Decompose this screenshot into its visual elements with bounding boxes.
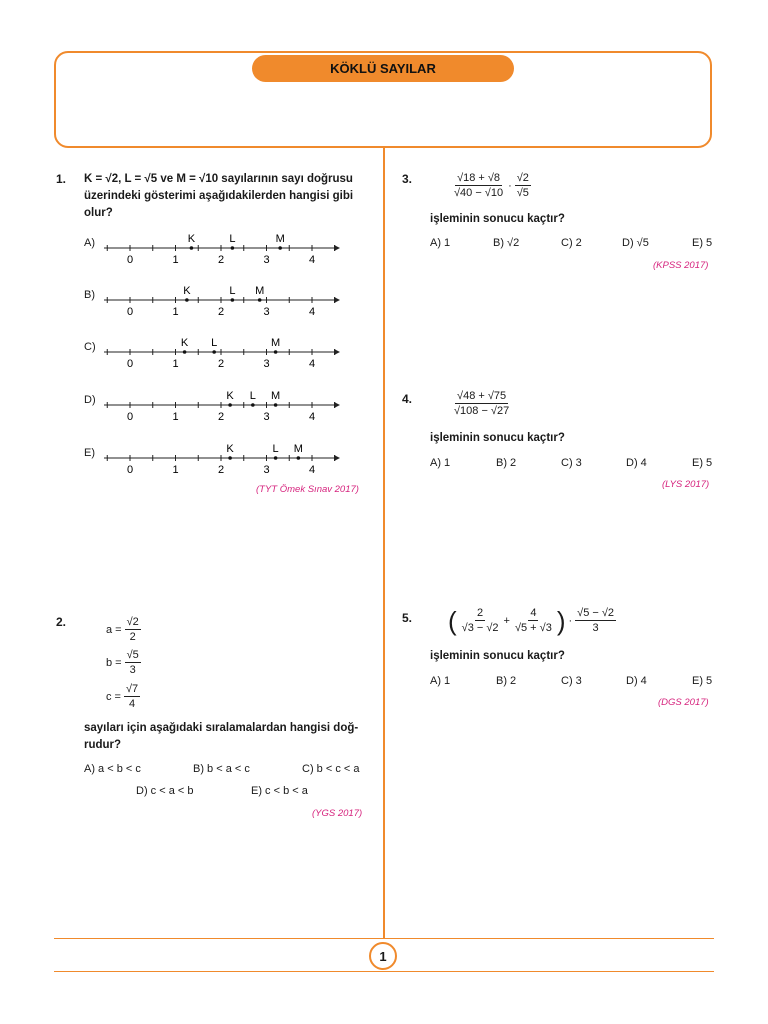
q2-c-den: 4	[129, 698, 136, 710]
number-line-tick-label: 4	[308, 254, 316, 266]
q2-number: 2.	[56, 615, 67, 629]
q3-main-fraction	[452, 172, 505, 199]
q4-question: işleminin sonucu kaçtır?	[430, 432, 565, 444]
q1-option-b-letter[interactable]: B)	[84, 289, 95, 301]
point-m-label: M	[255, 285, 265, 297]
footer-line-top	[54, 938, 714, 939]
number-line-tick-label: 1	[172, 306, 179, 318]
q4-option-b[interactable]: B) 2	[496, 457, 517, 469]
point-l-dot	[274, 456, 278, 460]
number-line-tick-label: 1	[172, 411, 179, 423]
point-l-label: L	[211, 337, 218, 349]
point-k-label: K	[226, 443, 234, 455]
point-l-label: L	[229, 233, 236, 245]
point-k-label: K	[187, 233, 196, 245]
q1-option-b-number-line	[0, 280, 768, 320]
q1-option-d-number-line	[0, 385, 768, 425]
q4-source: (LYS 2017)	[662, 479, 710, 490]
number-line-tick-label: 2	[217, 464, 225, 476]
q2-a-label: a =	[106, 623, 122, 636]
q5-dot: ·	[568, 614, 573, 627]
number-line-tick-label: 1	[172, 358, 179, 370]
q2-option-c[interactable]: C) b < c < a	[302, 763, 360, 775]
number-line-tick-label: 4	[308, 411, 316, 423]
q3-number: 3.	[402, 172, 413, 186]
q3-dot: ·	[508, 179, 512, 192]
q4-num: √48 + √75	[457, 390, 507, 402]
q4-option-d[interactable]: D) 4	[626, 457, 647, 469]
point-l-dot	[231, 246, 235, 250]
point-l-dot	[251, 403, 255, 407]
q5-option-a[interactable]: A) 1	[430, 675, 451, 687]
point-l-label: L	[249, 390, 256, 402]
q5-fraction-3	[575, 607, 616, 634]
number-line-tick-label: 1	[172, 254, 179, 266]
point-l-label: L	[272, 443, 279, 455]
q5-fraction-1	[460, 607, 501, 634]
q2-b-den: 3	[129, 664, 136, 676]
number-line-tick-label: 2	[217, 306, 225, 318]
number-line-tick-label: 0	[126, 306, 134, 318]
q2-b-num: √5	[126, 649, 139, 661]
q2-b-expr	[106, 649, 141, 676]
number-line-tick-label: 0	[126, 358, 134, 370]
q3-expression	[452, 172, 531, 199]
number-line-tick-label: 1	[172, 464, 179, 476]
q2-a-fraction	[125, 616, 141, 643]
q4-expression	[452, 390, 511, 417]
q4-fraction	[452, 390, 511, 417]
q2-text-line2: rudur?	[84, 739, 122, 751]
number-line-tick-label: 2	[217, 254, 225, 266]
point-m-dot	[258, 298, 262, 302]
q2-c-fraction	[124, 683, 140, 710]
q1-number: 1.	[56, 172, 67, 186]
footer-line-bottom	[54, 971, 714, 972]
point-k-label: K	[226, 390, 234, 402]
q5-option-c[interactable]: C) 3	[561, 675, 582, 687]
q2-a-num: √2	[126, 616, 139, 628]
q1-text-line2: üzerindeki gösterimi aşağıdakilerden hangisi gibi	[84, 190, 354, 202]
q1-option-e-letter[interactable]: E)	[84, 447, 95, 459]
q5-plus: +	[503, 614, 510, 627]
q3-option-a[interactable]: A) 1	[430, 237, 451, 249]
q2-text-line1: sayıları için aşağıdaki sıralamalardan hangisi doğ-	[84, 722, 359, 734]
q4-option-e[interactable]: E) 5	[692, 457, 713, 469]
page-title: KÖKLÜ SAYILAR	[252, 55, 514, 82]
page-number: 1	[369, 942, 397, 970]
q2-b-fraction	[125, 649, 141, 676]
point-m-label: M	[271, 337, 281, 349]
q5-question: işleminin sonucu kaçtır?	[430, 650, 565, 662]
q1-text-line3: olur?	[84, 207, 113, 219]
q1-option-e-number-line	[0, 438, 768, 478]
q3-question: işleminin sonucu kaçtır?	[430, 213, 565, 225]
number-line-tick-label: 0	[126, 464, 134, 476]
point-k-dot	[190, 246, 194, 250]
q4-option-c[interactable]: C) 3	[561, 457, 582, 469]
point-m-label: M	[271, 390, 281, 402]
number-line-tick-label: 3	[263, 464, 270, 476]
q2-c-num: √7	[125, 683, 139, 695]
q2-option-e[interactable]: E) c < b < a	[251, 785, 308, 797]
point-l-dot	[212, 350, 216, 354]
q2-option-a[interactable]: A) a < b < c	[84, 763, 141, 775]
q5-f1-num: 2	[477, 607, 484, 619]
point-k-dot	[228, 403, 232, 407]
q2-option-b[interactable]: B) b < a < c	[193, 763, 250, 775]
q2-a-expr	[106, 616, 141, 643]
point-k-label: K	[180, 337, 189, 349]
point-k-dot	[228, 456, 232, 460]
q2-option-d[interactable]: D) c < a < b	[136, 785, 194, 797]
number-line-tick-label: 3	[263, 306, 270, 318]
point-l-label: L	[229, 285, 236, 297]
q5-number: 5.	[402, 611, 413, 625]
point-m-label: M	[293, 443, 303, 455]
q5-option-b[interactable]: B) 2	[496, 675, 517, 687]
q5-option-e[interactable]: E) 5	[692, 675, 713, 687]
q3-option-d[interactable]: D) √5	[622, 237, 649, 249]
q1-option-c-letter[interactable]: C)	[84, 341, 96, 353]
point-k-dot	[183, 350, 187, 354]
q1-option-a-letter[interactable]: A)	[84, 237, 95, 249]
q3-option-c[interactable]: C) 2	[561, 237, 582, 249]
q5-fraction-2	[513, 607, 554, 634]
q2-c-label: c =	[106, 690, 121, 703]
q5-expression	[448, 607, 616, 634]
q5-f2-num: 4	[530, 607, 537, 619]
point-k-label: K	[183, 285, 191, 297]
q2-c-expr	[106, 683, 140, 710]
point-m-label: M	[275, 233, 285, 245]
q4-option-a[interactable]: A) 1	[430, 457, 451, 469]
q5-f2-den: √5 + √3	[514, 622, 552, 634]
q1-text-line1: K = √2, L = √5 ve M = √10 sayılarının sayı doğrusu	[84, 173, 353, 185]
q1-option-d-letter[interactable]: D)	[84, 394, 96, 406]
q3-frac2-num: √2	[516, 172, 529, 184]
q4-den: √108 − √27	[454, 405, 510, 417]
point-m-dot	[274, 403, 278, 407]
number-line-tick-label: 4	[308, 358, 316, 370]
q2-b-label: b =	[106, 656, 122, 669]
point-m-dot	[297, 456, 301, 460]
number-line-tick-label: 3	[263, 358, 270, 370]
q3-num: √18 + √8	[457, 172, 501, 184]
q1-option-c-number-line	[0, 332, 768, 372]
q5-source: (DGS 2017)	[658, 697, 709, 708]
q3-source: (KPSS 2017)	[653, 260, 709, 271]
q3-den: √40 − √10	[454, 187, 504, 199]
q5-option-d[interactable]: D) 4	[626, 675, 647, 687]
q4-number: 4.	[402, 392, 413, 406]
q1-source: (TYT Ömek Sınav 2017)	[256, 484, 359, 495]
q3-option-e[interactable]: E) 5	[692, 237, 713, 249]
q2-a-den: 2	[129, 631, 136, 643]
q5-close-paren: )	[556, 605, 566, 636]
q2-source: (YGS 2017)	[312, 808, 363, 819]
q5-f3-den: 3	[592, 622, 599, 634]
number-line-tick-label: 3	[263, 411, 270, 423]
point-l-dot	[231, 298, 235, 302]
q5-open-paren: (	[448, 605, 457, 636]
q5-f1-den: √3 − √2	[461, 622, 499, 634]
q3-frac2-den: √5	[516, 187, 529, 199]
number-line-tick-label: 2	[217, 411, 225, 423]
q3-option-b[interactable]: B) √2	[493, 237, 520, 249]
point-k-dot	[185, 298, 189, 302]
number-line-tick-label: 0	[126, 411, 134, 423]
point-m-dot	[278, 246, 282, 250]
number-line-tick-label: 3	[263, 254, 270, 266]
number-line-tick-label: 4	[308, 306, 316, 318]
number-line-tick-label: 4	[308, 464, 316, 476]
point-m-dot	[274, 350, 278, 354]
number-line-tick-label: 0	[126, 254, 134, 266]
q3-second-fraction	[515, 172, 531, 199]
number-line-tick-label: 2	[217, 358, 225, 370]
q5-f3-num: √5 − √2	[577, 607, 615, 619]
